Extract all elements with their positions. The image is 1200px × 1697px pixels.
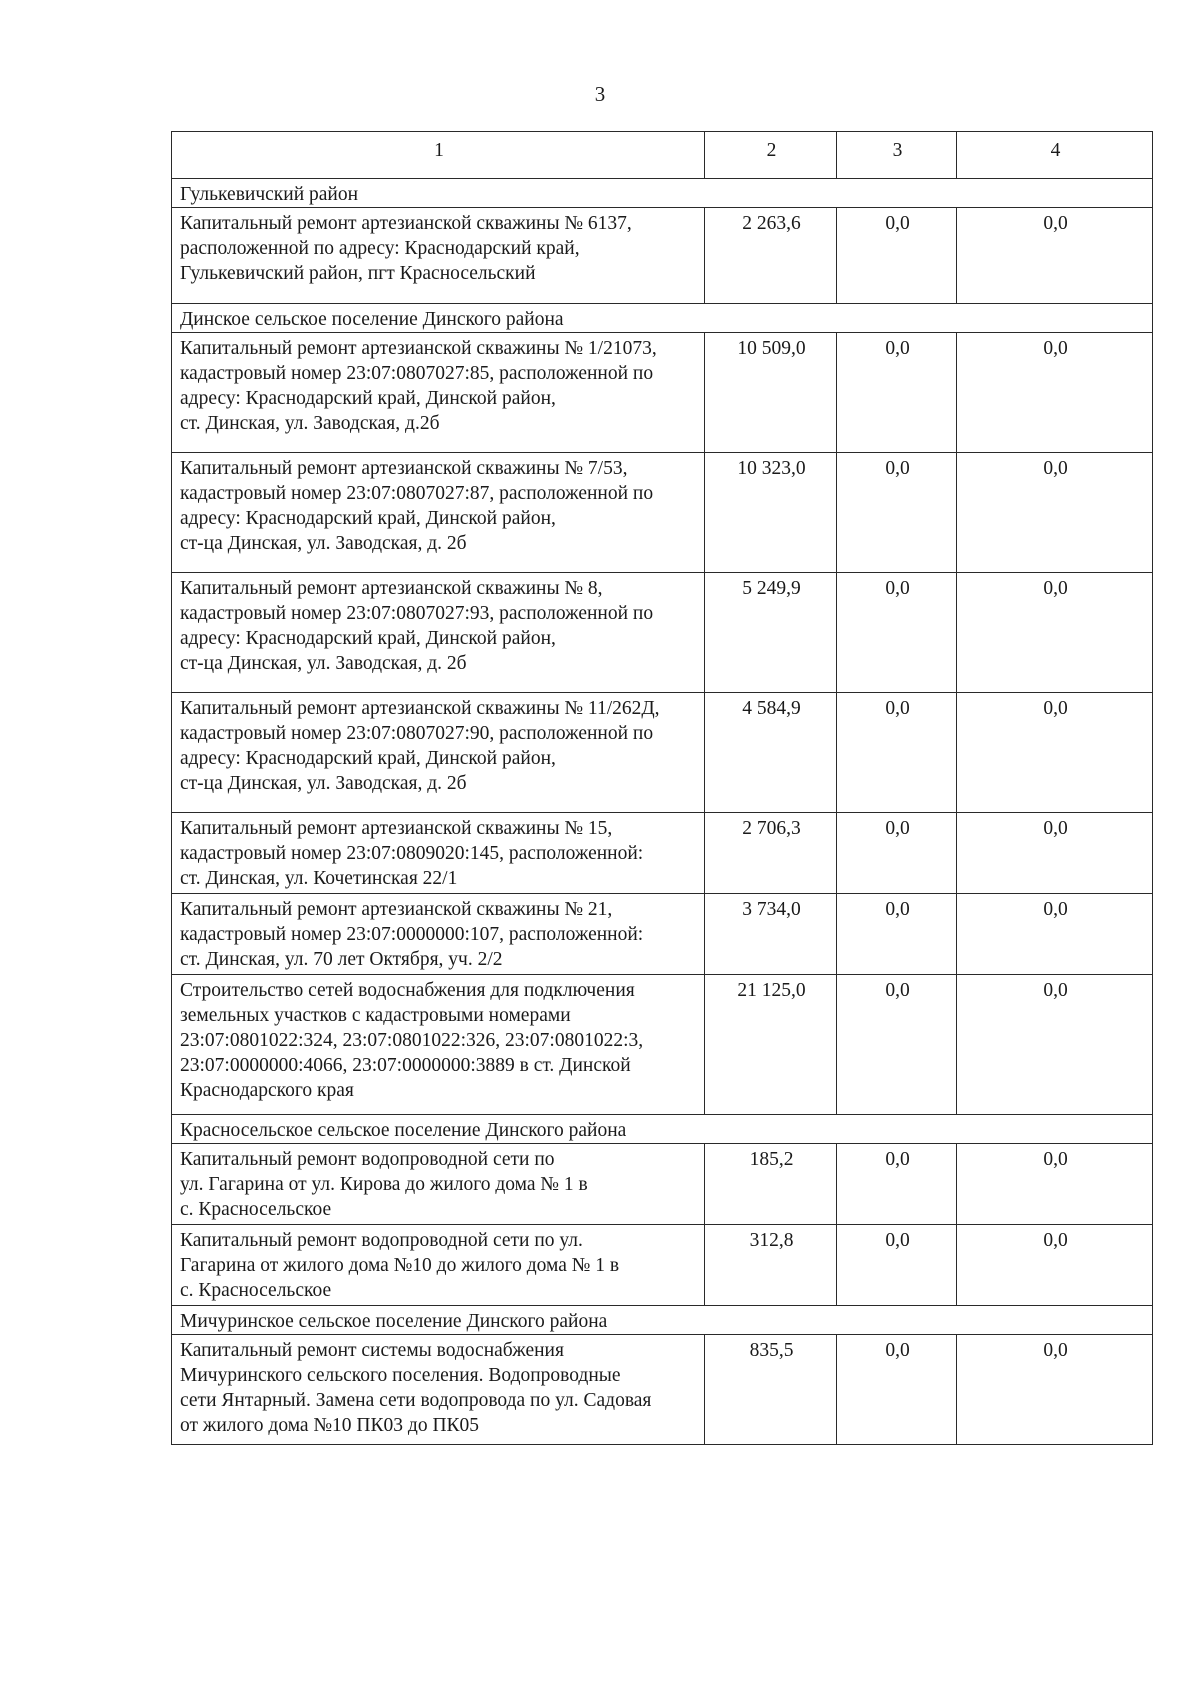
- item-value-col-2: 835,5: [705, 1335, 837, 1445]
- item-value-col-3: 0,0: [837, 453, 957, 573]
- header-col-4: 4: [957, 132, 1153, 179]
- section-heading-row: [172, 1306, 1153, 1335]
- item-value-col-4: 0,0: [957, 813, 1153, 894]
- item-description: Строительство сетей водоснабжения для подключения земельных участков с кадастровыми номерами 23:07:0801022:324, 23:07:0801022:326, 23:07:0801022:3, 23:07:0000000:4066, 23:07:0000000:3889 в ст. Динской Краснодарского края: [172, 975, 705, 1115]
- item-value-col-3: 0,0: [837, 573, 957, 693]
- item-description: Капитальный ремонт артезианской скважины № 6137, расположенной по адресу: Краснодарский край, Гулькевичский район, пгт Красносельский: [172, 208, 705, 304]
- table-row: [172, 1225, 1153, 1306]
- item-value-col-3: 0,0: [837, 894, 957, 975]
- item-value-col-4: 0,0: [957, 453, 1153, 573]
- section-heading: Красносельское сельское поселение Динского района: [172, 1115, 1153, 1144]
- item-value-col-4: 0,0: [957, 894, 1153, 975]
- item-value-col-2: 21 125,0: [705, 975, 837, 1115]
- item-value-col-3: 0,0: [837, 208, 957, 304]
- item-value-col-2: 3 734,0: [705, 894, 837, 975]
- section-heading: Мичуринское сельское поселение Динского района: [172, 1306, 1153, 1335]
- section-heading-row: [172, 1115, 1153, 1144]
- item-description: Капитальный ремонт водопроводной сети по ул. Гагарина от жилого дома №10 до жилого дома № 1 в с. Красносельское: [172, 1225, 705, 1306]
- item-description: Капитальный ремонт артезианской скважины № 11/262Д, кадастровый номер 23:07:0807027:90, расположенной по адресу: Краснодарский край, Динской район, ст-ца Динская, ул. Заводская, д. 2б: [172, 693, 705, 813]
- table-row: [172, 975, 1153, 1115]
- table-row: [172, 1335, 1153, 1445]
- table-row: [172, 1144, 1153, 1225]
- item-description: Капитальный ремонт артезианской скважины № 8, кадастровый номер 23:07:0807027:93, расположенной по адресу: Краснодарский край, Динской район, ст-ца Динская, ул. Заводская, д. 2б: [172, 573, 705, 693]
- table-row: [172, 208, 1153, 304]
- item-value-col-4: 0,0: [957, 1225, 1153, 1306]
- item-value-col-3: 0,0: [837, 333, 957, 453]
- table-row: [172, 333, 1153, 453]
- item-description: Капитальный ремонт артезианской скважины № 21, кадастровый номер 23:07:0000000:107, расположенной: ст. Динская, ул. 70 лет Октября, уч. 2/2: [172, 894, 705, 975]
- item-value-col-3: 0,0: [837, 813, 957, 894]
- item-value-col-4: 0,0: [957, 573, 1153, 693]
- item-value-col-3: 0,0: [837, 1225, 957, 1306]
- item-value-col-4: 0,0: [957, 975, 1153, 1115]
- item-value-col-2: 312,8: [705, 1225, 837, 1306]
- item-value-col-4: 0,0: [957, 693, 1153, 813]
- section-heading-row: [172, 304, 1153, 333]
- item-value-col-2: 5 249,9: [705, 573, 837, 693]
- item-value-col-4: 0,0: [957, 1144, 1153, 1225]
- item-value-col-4: 0,0: [957, 333, 1153, 453]
- item-value-col-4: 0,0: [957, 208, 1153, 304]
- item-value-col-2: 2 706,3: [705, 813, 837, 894]
- item-value-col-2: 4 584,9: [705, 693, 837, 813]
- item-value-col-2: 10 323,0: [705, 453, 837, 573]
- header-col-3: 3: [837, 132, 957, 179]
- page-number: 3: [594, 82, 606, 106]
- section-heading: Гулькевичский район: [172, 179, 1153, 208]
- budget-table: [171, 131, 1153, 1445]
- item-description: Капитальный ремонт водопроводной сети по ул. Гагарина от ул. Кирова до жилого дома № 1 в с. Красносельское: [172, 1144, 705, 1225]
- item-value-col-4: 0,0: [957, 1335, 1153, 1445]
- table-header-row: [172, 132, 1153, 179]
- table-row: [172, 573, 1153, 693]
- table-row: [172, 813, 1153, 894]
- item-description: Капитальный ремонт артезианской скважины № 15, кадастровый номер 23:07:0809020:145, расположенной: ст. Динская, ул. Кочетинская 22/1: [172, 813, 705, 894]
- table-body: [172, 132, 1153, 1445]
- item-value-col-3: 0,0: [837, 1335, 957, 1445]
- table-row: [172, 894, 1153, 975]
- item-value-col-3: 0,0: [837, 1144, 957, 1225]
- item-value-col-2: 2 263,6: [705, 208, 837, 304]
- section-heading-row: [172, 179, 1153, 208]
- item-value-col-3: 0,0: [837, 975, 957, 1115]
- item-value-col-3: 0,0: [837, 693, 957, 813]
- item-description: Капитальный ремонт артезианской скважины № 7/53, кадастровый номер 23:07:0807027:87, расположенной по адресу: Краснодарский край, Динской район, ст-ца Динская, ул. Заводская, д. 2б: [172, 453, 705, 573]
- header-col-1: 1: [172, 132, 705, 179]
- header-col-2: 2: [705, 132, 837, 179]
- item-value-col-2: 10 509,0: [705, 333, 837, 453]
- item-description: Капитальный ремонт системы водоснабжения Мичуринского сельского поселения. Водопроводные сети Янтарный. Замена сети водопровода по ул. Садовая от жилого дома №10 ПК03 до ПК05: [172, 1335, 705, 1445]
- table-row: [172, 453, 1153, 573]
- section-heading: Динское сельское поселение Динского района: [172, 304, 1153, 333]
- table-row: [172, 693, 1153, 813]
- item-value-col-2: 185,2: [705, 1144, 837, 1225]
- item-description: Капитальный ремонт артезианской скважины № 1/21073, кадастровый номер 23:07:0807027:85, расположенной по адресу: Краснодарский край, Динской район, ст. Динская, ул. Заводская, д.2б: [172, 333, 705, 453]
